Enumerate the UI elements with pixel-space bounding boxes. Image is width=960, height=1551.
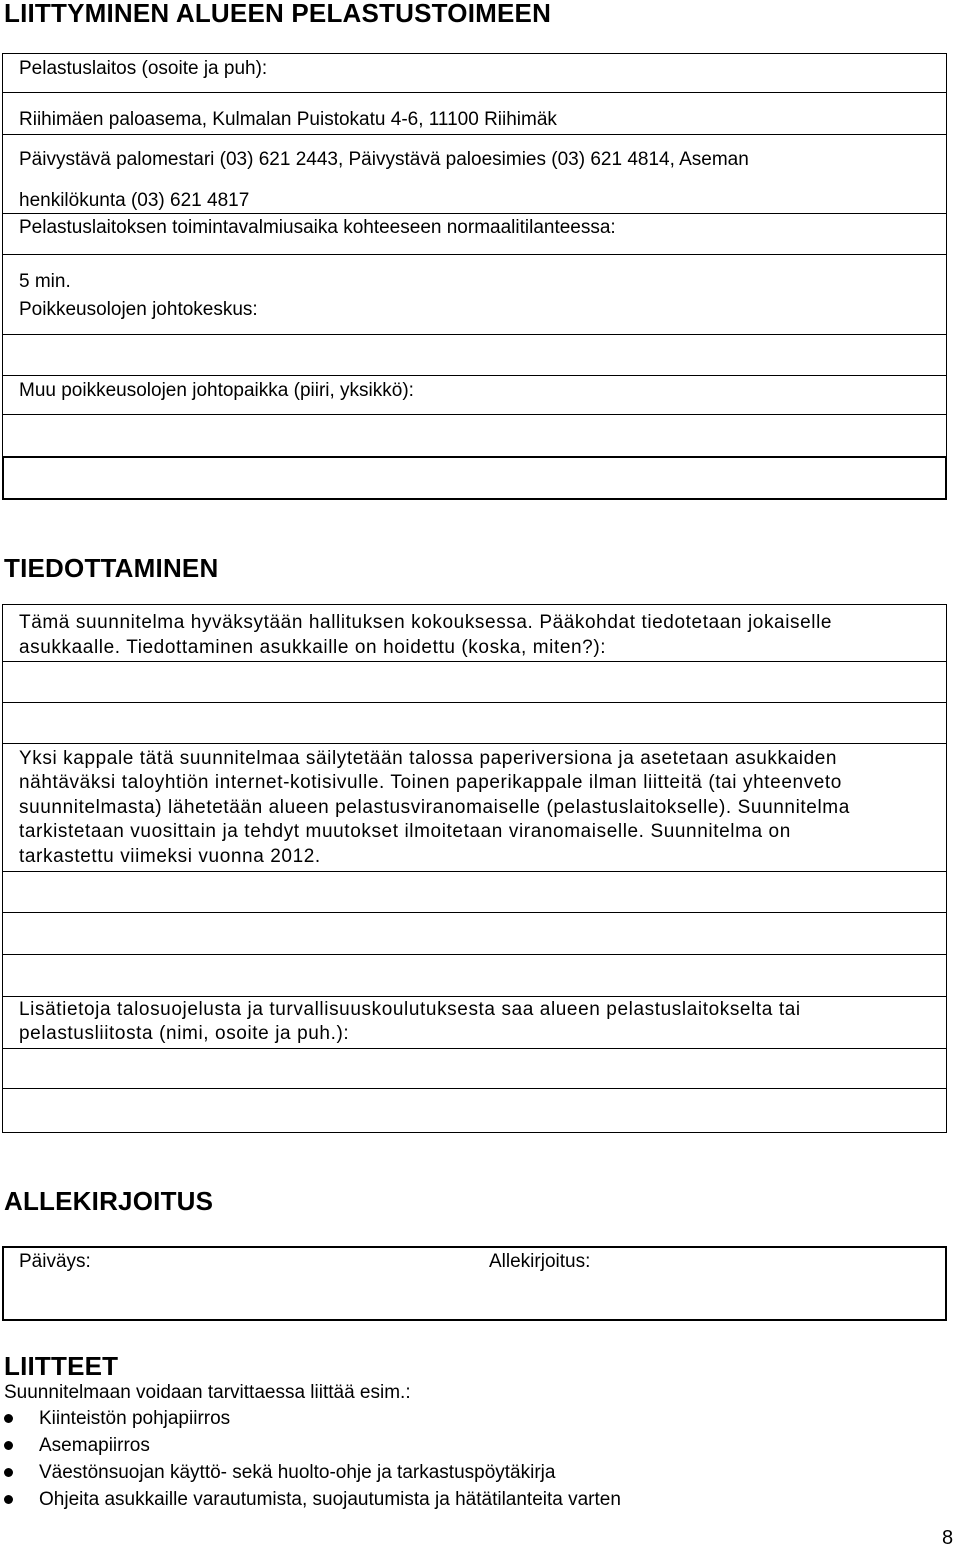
- section-heading-communication: TIEDOTTAMINEN: [4, 553, 219, 583]
- row-divider: [2, 213, 947, 214]
- row-divider: [2, 1048, 947, 1049]
- row-divider: [2, 414, 947, 415]
- bullet-icon: [4, 1441, 13, 1450]
- info-paragraph-3-line-2: pelastusliitosta (nimi, osoite ja puh.):: [19, 1023, 350, 1044]
- rescue-label: Pelastuslaitos (osoite ja puh):: [19, 58, 268, 79]
- info-paragraph-2-line-5: tarkastettu viimeksi vuonna 2012.: [19, 846, 321, 867]
- row-divider: [2, 871, 947, 872]
- rescue-phones: Päivystävä palomestari (03) 621 2443, Päivystävä paloesimies (03) 621 4814, Aseman: [19, 149, 749, 170]
- row-divider: [2, 954, 947, 955]
- info-paragraph-2-line-4: tarkistetaan vuosittain ja tehdyt muutokset ilmoitetaan viranomaiselle. Suunnitelma on: [19, 821, 791, 842]
- bullet-icon: [4, 1495, 13, 1504]
- rescue-address: Riihimäen paloasema, Kulmalan Puistokatu 4-6, 11100 Riihimäk: [19, 109, 557, 130]
- page-number: 8: [942, 1527, 954, 1549]
- info-paragraph-2-line-3: suunnitelmasta) lähetetään alueen pelastusviranomaiselle (pelastuslaitokselle). Suunnitelma: [19, 797, 850, 818]
- info-paragraph-2-line-2: nähtäväksi taloyhtiön internet-kotisivulle. Toinen paperikappale ilman liitteitä (tai yhteenveto: [19, 772, 842, 793]
- list-item: Väestönsuojan käyttö- sekä huolto-ohje ja tarkastuspöytäkirja: [39, 1462, 555, 1484]
- row-divider: [2, 996, 947, 997]
- list-item: Asemapiirros: [39, 1435, 150, 1457]
- info-paragraph-1-line-1: Tämä suunnitelma hyväksytään hallituksen kokouksessa. Pääkohdat tiedotetaan jokaiselle: [19, 612, 833, 633]
- command-center-label: Poikkeusolojen johtokeskus:: [19, 299, 258, 320]
- section-heading-attachments: LIITTEET: [4, 1351, 119, 1381]
- info-paragraph-3-line-1: Lisätietoja talosuojelusta ja turvallisuuskoulutuksesta saa alueen pelastuslaitokselta tai: [19, 999, 801, 1020]
- row-divider: [2, 1088, 947, 1089]
- response-time-label: Pelastuslaitoksen toimintavalmiusaika kohteeseen normaalitilanteessa:: [19, 217, 616, 238]
- bullet-icon: [4, 1414, 13, 1423]
- row-divider: [2, 912, 947, 913]
- row-divider: [2, 661, 947, 662]
- response-time-value: 5 min.: [19, 271, 71, 292]
- row-divider: [2, 334, 947, 335]
- info-paragraph-1-line-2: asukkaalle. Tiedottaminen asukkaille on hoidettu (koska, miten?):: [19, 637, 607, 658]
- row-divider: [2, 92, 947, 93]
- list-item: Ohjeita asukkaille varautumista, suojautumista ja hätätilanteita varten: [39, 1489, 621, 1511]
- section-heading-signature: ALLEKIRJOITUS: [4, 1186, 214, 1216]
- signature-box[interactable]: [2, 1246, 947, 1321]
- list-item: Kiinteistön pohjapiirros: [39, 1408, 230, 1430]
- attachments-intro: Suunnitelmaan voidaan tarvittaessa liittää esim.:: [4, 1382, 411, 1403]
- other-command-label: Muu poikkeusolojen johtopaikka (piiri, yksikkö):: [19, 380, 414, 401]
- row-divider: [2, 254, 947, 255]
- info-paragraph-2-line-1: Yksi kappale tätä suunnitelmaa säilytetään talossa paperiversiona ja asetetaan asukkaiden: [19, 748, 838, 769]
- section-heading-rescue: LIITTYMINEN ALUEEN PELASTUSTOIMEEN: [4, 0, 552, 28]
- row-divider: [2, 702, 947, 703]
- empty-field-box[interactable]: [2, 456, 947, 500]
- bullet-icon: [4, 1468, 13, 1477]
- signature-label: Allekirjoitus:: [489, 1251, 591, 1272]
- row-divider: [2, 743, 947, 744]
- row-divider: [2, 375, 947, 376]
- rescue-phones-cont: henkilökunta (03) 621 4817: [19, 190, 250, 211]
- row-divider: [2, 134, 947, 135]
- date-label: Päiväys:: [19, 1251, 91, 1272]
